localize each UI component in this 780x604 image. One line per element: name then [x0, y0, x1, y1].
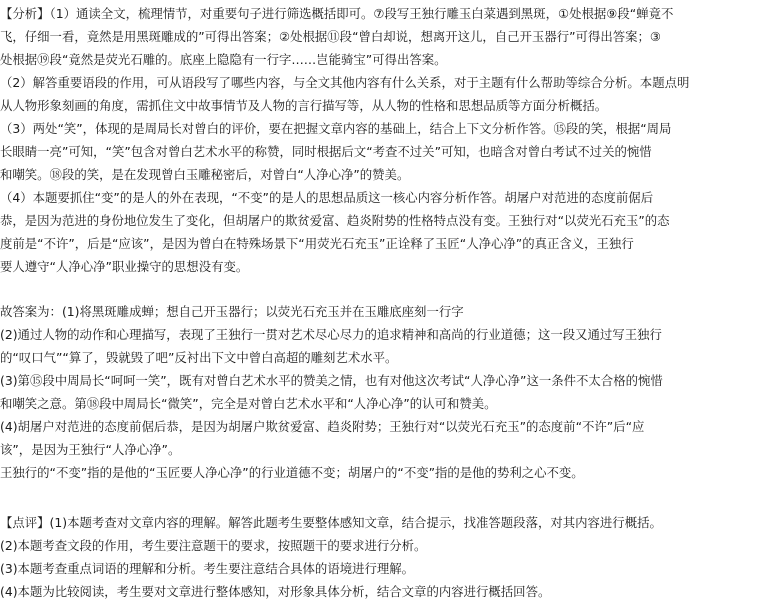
- answer-line: 的“叹口气”“算了，毁就毁了吧”反衬出下文中曾白高超的雕刻艺术水平。: [0, 350, 398, 365]
- comment-line: (3)本题考查重点词语的理解和分析。考生要注意结合具体的语境进行理解。: [0, 561, 415, 576]
- answer-section: [0, 300, 778, 484]
- analysis-section: [0, 2, 778, 278]
- answer-line: 故答案为：(1)将黑斑雕成蝉；想自己开玉器行；以荧光石充玉并在玉雕底座刻一行字: [0, 304, 464, 319]
- comment-line: 【点评】(1)本题考查对文章内容的理解。解答此题考生要整体感知文章，结合提示，找准答题段落，对其内容进行概括。: [0, 515, 662, 530]
- analysis-line: （3）两处“笑”，体现的是周局长对曾白的评价，要在把握文章内容的基础上，结合上下文分析作答。⑮段的笑，根据“周局: [0, 121, 672, 136]
- analysis-line: 处根据⑲段“竟然是荧光石雕的。底座上隐隐有一行字……岂能骑宝”可得出答案。: [0, 52, 447, 67]
- analysis-line: 长眼睛一亮”可知，“笑”包含对曾白艺术水平的称赞，同时根据后文“考查不过关”可知，也暗含对曾白考试不过关的惋惜: [0, 144, 652, 159]
- comment-line: (2)本题考查文段的作用，考生要注意题干的要求，按照题干的要求进行分析。: [0, 538, 427, 553]
- answer-line: 和嘲笑之意。第⑱段中周局长“微笑”，完全是对曾白艺术水平和“人净心净”的认可和赞美。: [0, 396, 497, 411]
- comment-line: (4)本题为比较阅读，考生要对文章进行整体感知，对形象具体分析，结合文章的内容进行概括回答。: [0, 584, 551, 599]
- answer-line: (4)胡屠户对范进的态度前倨后恭，是因为胡屠户欺贫爱富、趋炎附势；王独行对“以荧光石充玉”的态度前“不许”后“应: [0, 419, 645, 434]
- answer-line: 该”，是因为王独行“人净心净”。: [0, 442, 181, 457]
- analysis-line: 飞，仔细一看，竟然是用黑斑雕成的”可得出答案；②处根据⑪段“曾白却说，想离开这儿，自己开玉器行”可得出答案；③: [0, 29, 662, 44]
- analysis-line: （4）本题要抓住“变”的是人的外在表现，“不变”的是人的思想品质这一核心内容分析作答。胡屠户对范进的态度前倨后: [0, 190, 654, 205]
- analysis-line: 度前是“不许”，后是“应该”，是因为曾白在特殊场景下“用荧光石充玉”正诠释了玉匠“人净心净”的真正含义，王独行: [0, 236, 634, 251]
- comment-section: [0, 511, 778, 603]
- answer-line: 王独行的“不变”指的是他的“玉匠要人净心净”的行业道德不变；胡屠户的“不变”指的是他的势利之心不变。: [0, 465, 584, 480]
- analysis-line: 要人遵守“人净心净”职业操守的思想没有变。: [0, 259, 249, 274]
- analysis-line: 恭，是因为范进的身份地位发生了变化，但胡屠户的欺贫爱富、趋炎附势的性格特点没有变。王独行对“以荧光石充玉”的态: [0, 213, 670, 228]
- answer-line: (3)第⑮段中周局长“呵呵一笑”，既有对曾白艺术水平的赞美之情，也有对他这次考试“人净心净”这一条件不太合格的惋惜: [0, 373, 663, 388]
- answer-line: (2)通过人物的动作和心理描写，表现了王独行一贯对艺术尽心尽力的追求精神和高尚的行业道德；这一段又通过写王独行: [0, 327, 662, 342]
- analysis-line: 从人物形象刻画的角度，需抓住文中故事情节及人物的言行描写等，从人物的性格和思想品质等方面分析概括。: [0, 98, 608, 113]
- analysis-line: 【分析】（1）通读全文，梳理情节，对重要句子进行筛选概括即可。⑦段写王独行雕玉白菜遇到黑斑，①处根据⑨段“蝉竟不: [0, 6, 674, 21]
- analysis-line: （2）解答重要语段的作用，可从语段写了哪些内容，与全文其他内容有什么关系，对于主题有什么帮助等综合分析。本题点明: [0, 75, 690, 90]
- analysis-line: 和嘲笑。⑱段的笑，是在发现曾白玉雕秘密后，对曾白“人净心净”的赞美。: [0, 167, 410, 182]
